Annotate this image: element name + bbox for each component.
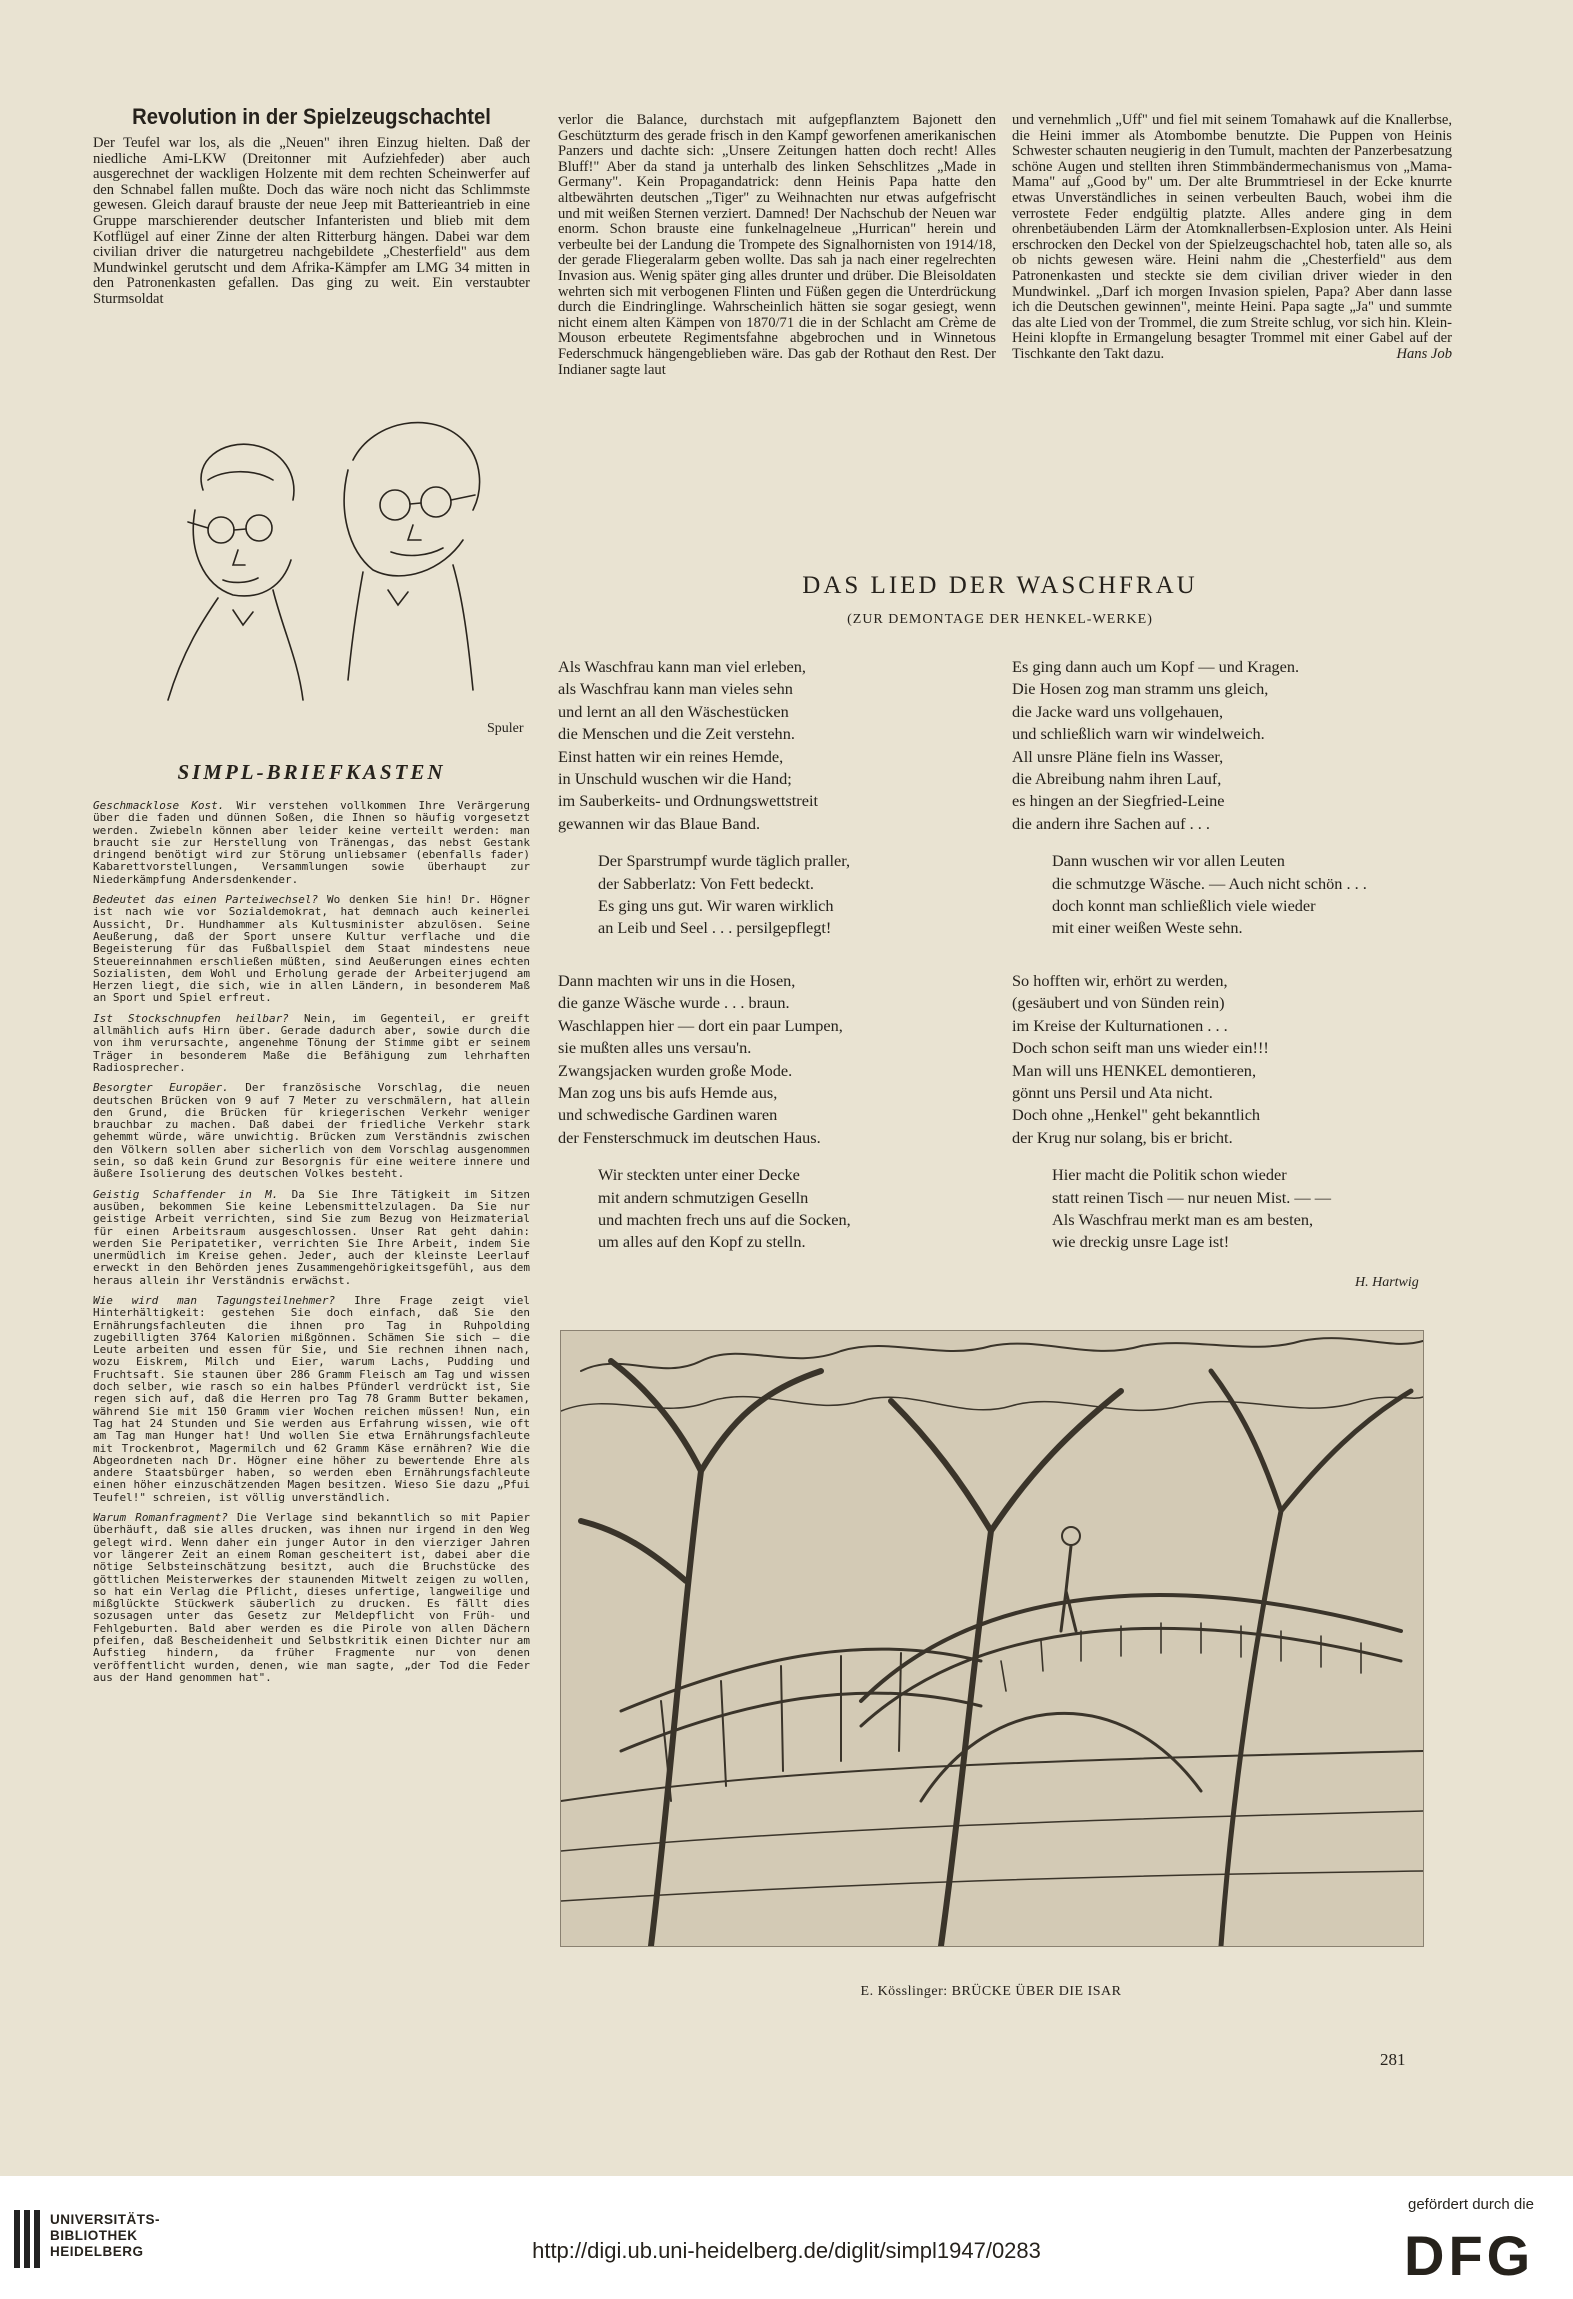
briefkasten-entry-heading: Besorgter Europäer. [93, 1081, 229, 1095]
university-name-line: UNIVERSITÄTS- [50, 2212, 161, 2227]
poem-stanza: Als Waschfrau kann man viel erleben, als Waschfrau kann man vieles sehn und lernt an all den Wäschestücken die Menschen und die Zeit verstehn. Einst hatten wir ein reines Hemde, in Unschuld wuschen wir die Hand; im Sauberkeits- und Ordnungswettstreit gewannen wir das Blaue Band. [558, 657, 819, 833]
digital-library-link[interactable]: http://digi.ub.uni-heidelberg.de/diglit/simpl1947/0283 [532, 2238, 1041, 2263]
briefkasten-title: SIMPL-BRIEFKASTEN [177, 760, 446, 784]
briefkasten-entry-text: Ihre Frage zeigt viel Hinterhältigkeit: gestehen Sie doch einfach, daß Sie den Ernährungsfachleuten die ihnen pro Tag in Ruhpolding zugebilligten 3764 Kalorien mißgönnen. Schämen Sie sich — die Leute arbeiten und essen für Sie, und Sie rechnen ihnen nach, wozu Eiskrem, Milch und Eier, warum Lachs, Pudding und Fruchtsaft. Sie staunen über 286 Gramm Fleisch am Tag und wissen doch selber, wie rasch so ein halbes Pfünderl verdrückt ist, Sie regen sich auf, daß die Herren pro Tag 78 Gramm Butter bekamen, während Sie mit 150 Gramm vier Wochen reichen müssen! Nun, ein Tag hat 24 Stunden und Sie werden aus Erfahrung wissen, wie oft am Tag man Hunger hat! Und wollen Sie etwa Ernährungsfachleute mit Trockenbrot, Magermilch und 62 Gramm Käse ernähren? Wie die Abgeordneten nach Dr. Högner eine höher zu bewertende Ehre als andere Staatsbürger haben, so werden eben Ernährungsfachleute einen höher einzuschätzenden Magen besitzen. Wieso Sie dazu „Pfui Teufel!" schreien, ist völlig unverständlich. [93, 1293, 530, 1504]
briefkasten-entry-text: Wo denken Sie hin! Dr. Högner ist nach wie vor Sozialdemokrat, hat demnach auch keinerlei Aussicht, Dr. Hundhammer als Kultusminister abzulösen. Seine Aeußerung, daß der Sport unsere Kultur verflache und die Begeisterung für das Fußballspiel dem Staat mindestens neue Steuereinnahmen erschließen müßten, sind Aeußerungen eines echten Sozialisten, dem Wohl und Erholung gerade der Arbeiterjugend am Herzen liegt, die sich, wie in allen Ländern, in besonderem Maß an Sport und Spiel erfreut. [93, 893, 531, 1005]
university-name-line: BIBLIOTHEK [50, 2228, 138, 2243]
poem-subtitle: (ZUR DEMONTAGE DER HENKEL-WERKE) [847, 612, 1153, 627]
funding-note: gefördert durch die [1408, 2196, 1534, 2213]
briefkasten-entry [93, 1013, 530, 1074]
briefkasten-entry [93, 800, 530, 886]
briefkasten-entry-text: Wir verstehen vollkommen Ihre Verärgerung über die faden und dünnen Soßen, die Ihnen so häufig vorgesetzt werden. Zwiebeln können aber leider keine verteilt werden: man braucht sie zur Herstellung von Tränengas, das nebst Gestank dringend benötigt wird zur Störung unliebsamer (ebenfalls fader) Kabarettvorstellungen, Versammlungen sowie überhaupt zur Niederkämpfung Andersdenkender. [93, 799, 530, 886]
briefkasten-entry-heading: Ist Stockschnupfen heilbar? [93, 1011, 289, 1025]
poem-column-right [1012, 656, 1452, 1269]
briefkasten-entry [93, 1295, 530, 1504]
etching-bridge-illustration [560, 1330, 1424, 1947]
article-column-3 [1012, 113, 1452, 363]
briefkasten-entry-heading: Geschmacklose Kost. [93, 799, 225, 812]
poem-title: DAS LIED DER WASCHFRAU [802, 572, 1198, 599]
briefkasten-entry-heading: Bedeutet das einen Parteiwechsel? [93, 893, 319, 907]
briefkasten-entry [93, 1189, 530, 1287]
briefkasten-entry-text: Der französische Vorschlag, die neuen deutschen Brücken von 9 auf 7 Meter zu verschmälern, hat allein den Grund, die Brücken für kriegerischen Verkehr weniger brauchbar zu machen. Daß dabei der friedliche Verkehr stark gehemmt würde, wäre unwichtig. Brücken zum Verständnis zwischen den Völkern sollen aber sicherlich von dem Vorschlag ausgenommen sein, so daß kein Grund zur Besorgnis für eine weitere innere und äußere Isolierung des deutschen Volkes besteht. [93, 1081, 530, 1181]
article-column-1 [93, 104, 530, 308]
poem-author: H. Hartwig [1355, 1275, 1419, 1290]
poem-stanza: Dann wuschen wir vor allen Leuten die schmutzge Wäsche. — Auch nicht schön . . . doch konnt man schließlich viele wieder mit einer weißen Weste sehn. [1052, 851, 1367, 938]
etching-caption: E. Kösslinger: BRÜCKE ÜBER DIE ISAR [860, 1984, 1122, 1999]
briefkasten-entry [93, 1512, 530, 1684]
briefkasten-entry-heading: Warum Romanfragment? [93, 1511, 228, 1525]
briefkasten-column [93, 800, 530, 1692]
poem-stanza: Hier macht die Politik schon wieder statt reinen Tisch — nur neuen Mist. — — Als Waschfrau merkt man es am besten, wie dreckig unsre Lage ist! [1052, 1165, 1332, 1252]
briefkasten-entry-heading: Wie wird man Tagungsteilnehmer? [93, 1293, 336, 1307]
article-paragraph-2: verlor die Balance, durchstach mit aufgepflanztem Bajonett den Geschützturm des gerade frisch in den Kampf geworfenen amerikanischen Panzers und dachte sich: „Unsere Zeitungen hatten doch recht! Alles Bluff!" Aber da stand ja unterhalb des linken Sehschlitzes „Made in Germany". Kein Propagandatrick: denn Heinis Papa hatte den altbewährten deutschen „Tiger" zu Weihnachten nur etwas aufgefrischt und mit weißen Sternen verziert. Damned! Der Nachschub der Neuen war enorm. Schon brauste eine funkelnagelneue „Hurrican" herein und verbeulte bei der Landung die Trompete des Signalhornisten von 1914/18, der gerade Fliegeralarm geben wollte. Das sah ja nach einer regelrechten Invasion aus. Wenig später ging alles drunter und drüber. Die Bleisoldaten wehrten sich mit verbogenen Flinten und Füßen gegen die Unterdrückung durch die Eindringlinge. Wahrscheinlich hätten sie sogar gesiegt, wenn nicht einem alten Kämpen von 1870/71 die in der Schlacht am Crème de Mouson erbeutete Regimentsfahne abgebrochen und in Winnetous Federschmuck hängengeblieben wäre. Das gab der Rothaut den Rest. Der Indianer sagte laut [558, 112, 996, 378]
dfg-logo: DFG [1404, 2224, 1535, 2287]
article-paragraph-3 [1012, 113, 1452, 363]
article-paragraph-1: Der Teufel war los, als die „Neuen" ihren Einzug hielten. Daß der niedliche Ami-LKW (Dreitonner mit Aufziehfeder) aber auch ausgerechnet der wackligen Holzente mit dem rechten Scheinwerfer auf den Schnabel fallen mußte. Doch das wäre noch nicht das Schlimmste gewesen. Gleich darauf brauste der neue Jeep mit Batterieantrieb in eine Gruppe marschierender deutscher Infanteristen und blieb mit dem Kotflügel auf einer Zinne der alten Ritterburg hängen. Dabei war dem civilian driver die naturgetreu nachgebildete „Chesterfield" aus dem Mundwinkel gerutscht und dem Afrika-Kämpfer am LMG 34 mitten in den Patronenkasten gefallen. Das ging zu weit. Ein verstaubter Sturmsoldat [93, 135, 530, 307]
article-byline: Hans Job [1396, 345, 1452, 362]
poem-stanza: Der Sparstrumpf wurde täglich praller, der Sabberlatz: Von Fett bedeckt. Es ging uns gut. Wir waren wirklich an Leib und Seel . . . persilgepflegt! [598, 851, 851, 938]
article-column-2 [558, 113, 996, 378]
briefkasten-entry-text: Nein, im Gegenteil, er greift allmählich aufs Hirn über. Gerade dadurch aber, sowie durch die von ihm verursachte, angenehme Tönung der Stimme gibt er seinem Träger in besonderem Maße die Befähigung zum lehrhaften Radiosprecher. [93, 1011, 530, 1074]
briefkasten-entry-text: Die Verlage sind bekanntlich so mit Papier überhäuft, daß sie alles drucken, was ihnen nur irgend in den Weg gelegt wird. Wenn daher ein junger Autor in den vierziger Jahren vor längerer Zeit an einem Roman gescheitert ist, dabei aber die nötige Selbsteinschätzung besitzt, auch die Bruchstücke des göttlichen Meisterwerkes der staunenden Mitwelt zeigen zu wollen, so hat ein Verlag die Pflicht, dieses unfertige, langweilige und mißglückte Stückwerk säuberlich zu drucken. Es fällt dies sozusagen unter das Gesetz zur Meldepflicht von Früh- und Fehlgeburten. Bald aber werden es die Pirole von allen Dächern pfeifen, daß Bescheidenheit und Selbstkritik einen Dichter nur am Aufstieg hindern, da früher Fragmente nur von denen veröffentlicht wurden, denen, wie man sagte, „der Tod die Feder aus der Hand genommen hat". [93, 1511, 530, 1684]
briefkasten-entry [93, 1082, 530, 1180]
article-title: Revolution in der Spielzeugschachtel [132, 104, 491, 129]
poem-stanza: Dann machten wir uns in die Hosen, die ganze Wäsche wurde . . . braun. Waschlappen hier — dort ein paar Lumpen, sie mußten alles uns versau'n. Zwangsjacken wurden große Mode. Man zog uns bis aufs Hemde aus, und schwedische Gardinen waren der Fensterschmuck im deutschen Haus. [558, 970, 843, 1147]
article-paragraph-3-text: und vernehmlich „Uff" und fiel mit seinem Tomahawk auf die Knallerbse, die Heini immer als Atombombe benutzte. Die Puppen von Heinis Schwester schauten neugierig in den Tumult, machten der Panzerbesatzung schöne Augen und stellten ihren Stimmbändermechanismus von „Mama-Mama" auf „Good by" um. Der alte Brummtriesel in der Ecke knurrte etwas Unverständliches in seinen verbeulten Bauch, wobei ihm die verrostete Feder endgültig platzte. Alles andere ging in dem ohrenbetäubenden Lärm der Atomknallerbsen-Explosion unter. Als Heini erschrocken den Deckel von der Spielzeugschachtel hob, taten alle so, als ob nichts gewesen wäre. Heini nahm die „Chesterfield" aus dem Patronenkasten und steckte sie dem civilian driver wieder in den Mundwinkel. „Darf ich morgen Invasion spielen, Papa? Aber dann lasse ich die Deutschen gewinnen", meinte Heini. Papa sagte „Ja" und summte das alte Lied von der Trommel, die zum Streite schlug, vor sich hin. Klein-Heini klopfte in Ermangelung besagter Trommel mit einer Gabel auf der Tischkante den Takt dazu. [1012, 112, 1452, 362]
sketch-credit: Spuler [487, 721, 524, 736]
briefkasten-entry-heading: Geistig Schaffender in M. [93, 1187, 279, 1201]
briefkasten-entry-text: Da Sie Ihre Tätigkeit im Sitzen ausüben, bekommen Sie keine Lebensmittelzulagen. Da Sie nur geistige Arbeit verrichten, sind Sie zum Bezug von Heizmaterial für einen Arbeitsraum ausgeschlossen. Unser Rat geht dahin: werden Sie Peripatetiker, verrichten Sie Ihre Arbeit, indem Sie unermüdlich im Kreise gehen. Jeder, auch der kleinste Leerlauf erweckt in den Behörden jenes Zusammengehörigkeitsgefühl, aus dem heraus allein ihr Verständnis erwächst. [93, 1187, 530, 1287]
university-name-line: HEIDELBERG [50, 2244, 144, 2259]
page-number: 281 [1380, 2050, 1406, 2069]
poem-stanza: Wir steckten unter einer Decke mit andern schmutzigen Geselln und machten frech uns auf die Socken, um alles auf den Kopf zu stelln. [598, 1165, 851, 1252]
caricature-sketch [133, 400, 533, 730]
poem-stanza: So hofften wir, erhört zu werden, (gesäubert und von Sünden rein) im Kreise der Kulturnationen . . . Doch schon seift man uns wieder ein!!! Man will uns HENKEL demontieren, gönnt uns Persil und Ata nicht. Doch ohne „Henkel" geht bekanntlich der Krug nur solang, bis er bricht. [1012, 970, 1269, 1147]
poem-column-left [558, 656, 998, 1269]
briefkasten-entry [93, 894, 530, 1005]
poem-stanza: Es ging dann auch um Kopf — und Kragen. Die Hosen zog man stramm uns gleich, die Jacke ward uns vollgehauen, und schließlich warn wir windelweich. All unsre Pläne fieln ins Wasser, die Abreibung nahm ihren Lauf, es hingen an der Siegfried-Leine die andern ihre Sachen auf . . . [1012, 657, 1300, 833]
